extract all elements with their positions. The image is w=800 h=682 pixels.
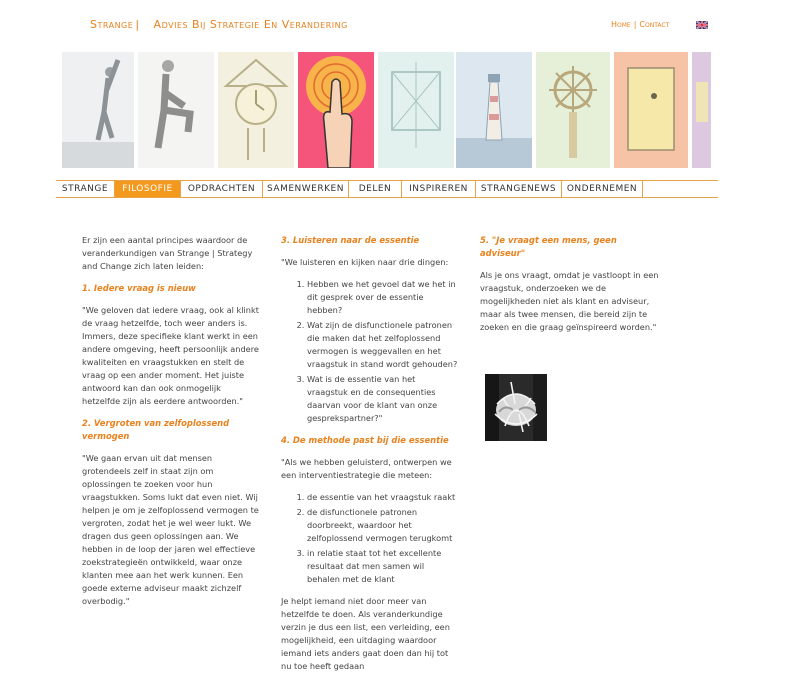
- list-item: 2. de disfunctionele patronen doorbreekt, waardoor het zelfoplossend vermogen terugkomt: [307, 506, 458, 545]
- brand-separator: |: [135, 18, 140, 31]
- main-nav: [56, 180, 718, 198]
- principle-1-text: "We geloven dat iedere vraag, ook al klinkt de vraag hetzelfde, toch weer anders is. Immers, deze specifieke klant werkt in een andere omgeving, heeft persoonlijk andere kwaliteiten en vraagstukken en stelt de vraag op een ander moment. Het juiste antwoord kan dan ook onmogelijk hetzelfde zijn als eerdere antwoorden.": [82, 305, 259, 406]
- banner-illustration-lighthouse: [456, 52, 532, 168]
- banner-illustration-blueprint: [378, 52, 454, 168]
- principle-2-text: "We gaan ervan uit dat mensen grotendeels zelf in staat zijn om oplossingen te zoeken voor hun vraagstukken. Soms lukt dat even niet. Wij helpen je om je zelfoplossend vermogen te vergroten, zodat het je wel weer lukt. We dragen dus geen oplossingen aan. We hebben in de loop der jaren wel effectieve zoekstrategieën ontwikkeld, waar onze klanten mee aan het werk kunnen. Een goede externe adviseur maakt zichzelf overbodig.": [82, 453, 259, 606]
- banner-illustration-clock: [218, 52, 294, 168]
- brand-name[interactable]: Strange: [90, 18, 134, 31]
- nav-item-inspireren[interactable]: INSPIREREN: [402, 181, 476, 197]
- top-links: [611, 20, 669, 29]
- list-item: 3. in relatie staat tot het excellente resultaat dat men samen wil behalen met de klant: [307, 547, 458, 586]
- principle-4-text: "Als we hebben geluisterd, ontwerpen we een interventiestrategie die meteen:: [281, 457, 452, 480]
- uk-flag-icon[interactable]: [696, 21, 708, 29]
- closing-paragraph: Je helpt iemand niet door meer van hetzelfde te doen. Als veranderkundige verzin je dus een list, een verleiding, een mogelijkheid, een uitdaging waardoor iemand iets anders gaat doen dan hij tot nu toe heeft gedaan: [281, 596, 450, 671]
- principle-5-text: Als je ons vraagt, omdat je vastloopt in een vraagstuk, onderzoeken we de mogelijkheden niet als klant en adviseur, maar als twee mensen, die bereid zijn te zoeken en die graag geïnspireerd worden.": [480, 270, 659, 332]
- nav-item-strangenews[interactable]: STRANGENEWS: [476, 181, 562, 197]
- principle-4-list: [281, 491, 458, 586]
- list-item: 2. Wat zijn de disfunctionele patronen die maken dat het zelfoplossend vermogen is weggevallen en het vraagstuk in stand wordt gehouden?: [307, 319, 458, 371]
- nav-item-delen[interactable]: DELEN: [349, 181, 402, 197]
- brand-tagline: Advies Bij Strategie En Verandering: [153, 18, 348, 31]
- principle-3-text: "We luisteren en kijken naar drie dingen:: [281, 257, 449, 267]
- content-column-2: [281, 234, 458, 682]
- list-item: 1. de essentie van het vraagstuk raakt: [307, 491, 458, 504]
- banner-photo-jump: [62, 52, 134, 168]
- principle-4-heading: 4. De methode past bij die essentie: [281, 435, 449, 445]
- principle-3-list: [281, 278, 458, 425]
- banner-illustration-door: [614, 52, 688, 168]
- banner-illustration-partial: [692, 52, 711, 168]
- list-item: 1. Hebben we het gevoel dat we het in dit gesprek over de essentie hebben?: [307, 278, 458, 317]
- intro-paragraph: Er zijn een aantal principes waardoor de veranderkundigen van Strange | Strategy and Change zich laten leiden:: [82, 235, 253, 271]
- principle-3-heading: 3. Luisteren naar de essentie: [281, 235, 420, 245]
- banner-illustration-hand: [298, 52, 374, 168]
- content-column-1: [82, 234, 259, 617]
- nav-item-filosofie[interactable]: FILOSOFIE: [115, 181, 181, 197]
- header-banner: [62, 52, 711, 168]
- principle-2-heading: 2. Vergroten van zelfoplossend vermogen: [82, 418, 230, 441]
- rope-hands-photo: [485, 374, 547, 441]
- brand-header: [90, 18, 348, 31]
- link-separator: |: [633, 20, 637, 29]
- list-item: 3. Wat is de essentie van het vraagstuk en de consequenties daarvan voor de klant van onze gesprekspartner?": [307, 373, 458, 425]
- principle-5-heading: 5. "Je vraagt een mens, geen adviseur": [480, 235, 617, 258]
- nav-item-samenwerken[interactable]: SAMENWERKEN: [263, 181, 349, 197]
- home-link[interactable]: Home: [611, 20, 631, 29]
- content-column-3: [480, 234, 660, 343]
- banner-photo-kick: [138, 52, 214, 168]
- nav-item-ondernemen[interactable]: ONDERNEMEN: [562, 181, 643, 197]
- nav-item-strange[interactable]: STRANGE: [56, 181, 115, 197]
- principle-1-heading: 1. Iedere vraag is nieuw: [82, 283, 196, 293]
- banner-illustration-wheel: [536, 52, 610, 168]
- contact-link[interactable]: Contact: [639, 20, 670, 29]
- nav-item-opdrachten[interactable]: OPDRACHTEN: [181, 181, 263, 197]
